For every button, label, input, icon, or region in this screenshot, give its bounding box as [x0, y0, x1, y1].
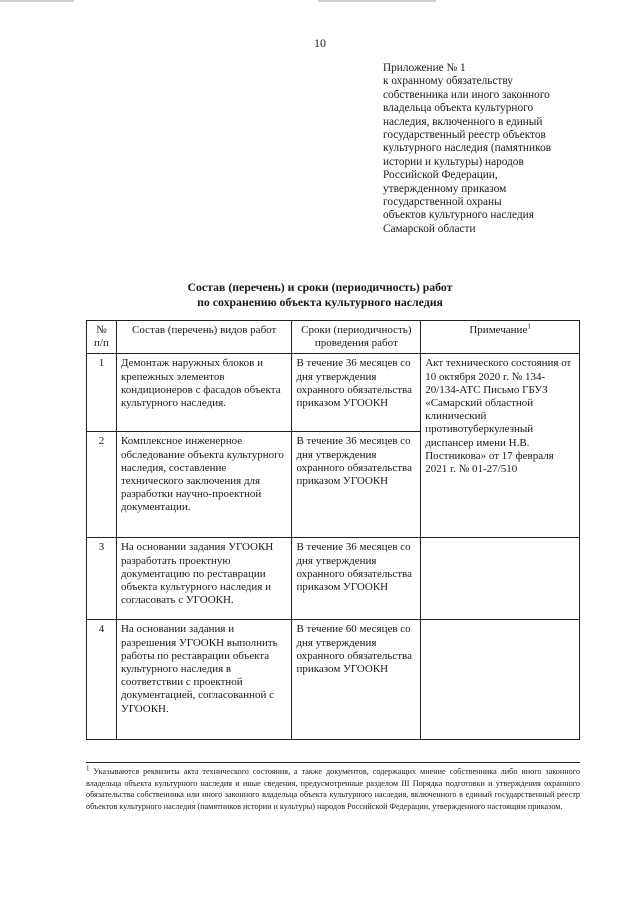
- row-number: 1: [87, 354, 117, 432]
- row-works: На основании задания УГООКН разработать проектную документацию по реставрации объекта культурного наследия и согласовать с УГООКН.: [116, 538, 292, 620]
- footnote-text: Указываются реквизиты акта технического состояния, а также документов, содержащих мнение собственника либо иного законного владельца объекта культурного наследия и иные сведения, предусмотренные разделом III Порядка подготовки и утверждения охранного обязательства собственника или иного законного владельца объекта культурного наследия, включенного в единый государственный реестр объектов культурного наследия (памятников истории и культуры) народов Российской Федерации, утвержденного настоящим приказом.: [86, 767, 580, 811]
- annex-line: государственной охраны: [383, 196, 502, 209]
- title-line-2: по сохранению объекта культурного наследия: [197, 295, 443, 309]
- footnote-divider: [86, 762, 580, 763]
- page-number: 10: [314, 36, 326, 50]
- row-note: Акт технического состояния от 10 октября 2020 г. № 134-20/134-АТС Письмо ГБУЗ «Самарский областной клинический противотуберкулезный диспансер имени Н.В. Постникова» от 17 февраля 2021 г. № 01-27/510: [421, 354, 580, 538]
- annex-line: объектов культурного наследия: [383, 209, 534, 222]
- annex-line: Самарской области: [383, 222, 476, 235]
- table-row: [87, 620, 580, 740]
- header-note: [421, 321, 580, 354]
- row-terms: В течение 36 месяцев со дня утверждения охранного обязательства приказом УГООКН: [292, 354, 421, 432]
- annex-header: [383, 62, 593, 236]
- annex-line: наследия, включенного в единый: [383, 115, 543, 128]
- row-number: 2: [87, 432, 117, 538]
- annex-line: истории и культуры) народов: [383, 155, 524, 168]
- row-works: На основании задания и разрешения УГООКН выполнить работы по реставрации объекта культурного наследия в соответствии с проектной документацией, согласованной с УГООКН.: [116, 620, 292, 740]
- annex-line: культурного наследия (памятников: [383, 142, 551, 155]
- annex-line: Приложение № 1: [383, 62, 466, 74]
- table-row: [87, 354, 580, 432]
- annex-line: Российской Федерации,: [383, 169, 498, 182]
- scan-top-edge-right: [318, 0, 436, 2]
- header-works: Состав (перечень) видов работ: [116, 321, 292, 354]
- row-number: 4: [87, 620, 117, 740]
- row-note-empty: [421, 620, 580, 740]
- footnote-ref: 1: [527, 322, 531, 331]
- footnote: [86, 766, 580, 812]
- row-works: Демонтаж наружных блоков и крепежных элементов кондиционеров с фасадов объекта культурного наследия.: [116, 354, 292, 432]
- scan-top-edge-left: [0, 0, 74, 2]
- title-line-1: Состав (перечень) и сроки (периодичность) работ: [187, 280, 453, 294]
- row-terms: В течение 36 месяцев со дня утверждения охранного обязательства приказом УГООКН: [292, 538, 421, 620]
- row-terms: В течение 36 месяцев со дня утверждения охранного обязательства приказом УГООКН: [292, 432, 421, 538]
- row-terms: В течение 60 месяцев со дня утверждения охранного обязательства приказом УГООКН: [292, 620, 421, 740]
- works-table: [86, 320, 580, 740]
- annex-line: утвержденному приказом: [383, 182, 507, 195]
- row-works: Комплексное инженерное обследование объекта культурного наследия, составление технического заключения для разработки научно-проектной документации.: [116, 432, 292, 538]
- annex-line: государственный реестр объектов: [383, 129, 546, 142]
- table-header-row: [87, 321, 580, 354]
- document-title: [0, 280, 640, 310]
- annex-line: к охранному обязательству: [383, 75, 513, 88]
- row-note-empty: [421, 538, 580, 620]
- header-note-label: Примечание: [469, 324, 528, 336]
- header-number: № п/п: [87, 321, 117, 354]
- annex-line: владельца объекта культурного: [383, 102, 534, 115]
- row-number: 3: [87, 538, 117, 620]
- footnote-mark: 1: [86, 764, 90, 773]
- annex-line: собственника или иного законного: [383, 88, 550, 101]
- table-row: [87, 538, 580, 620]
- header-terms: Сроки (периодичность) проведения работ: [292, 321, 421, 354]
